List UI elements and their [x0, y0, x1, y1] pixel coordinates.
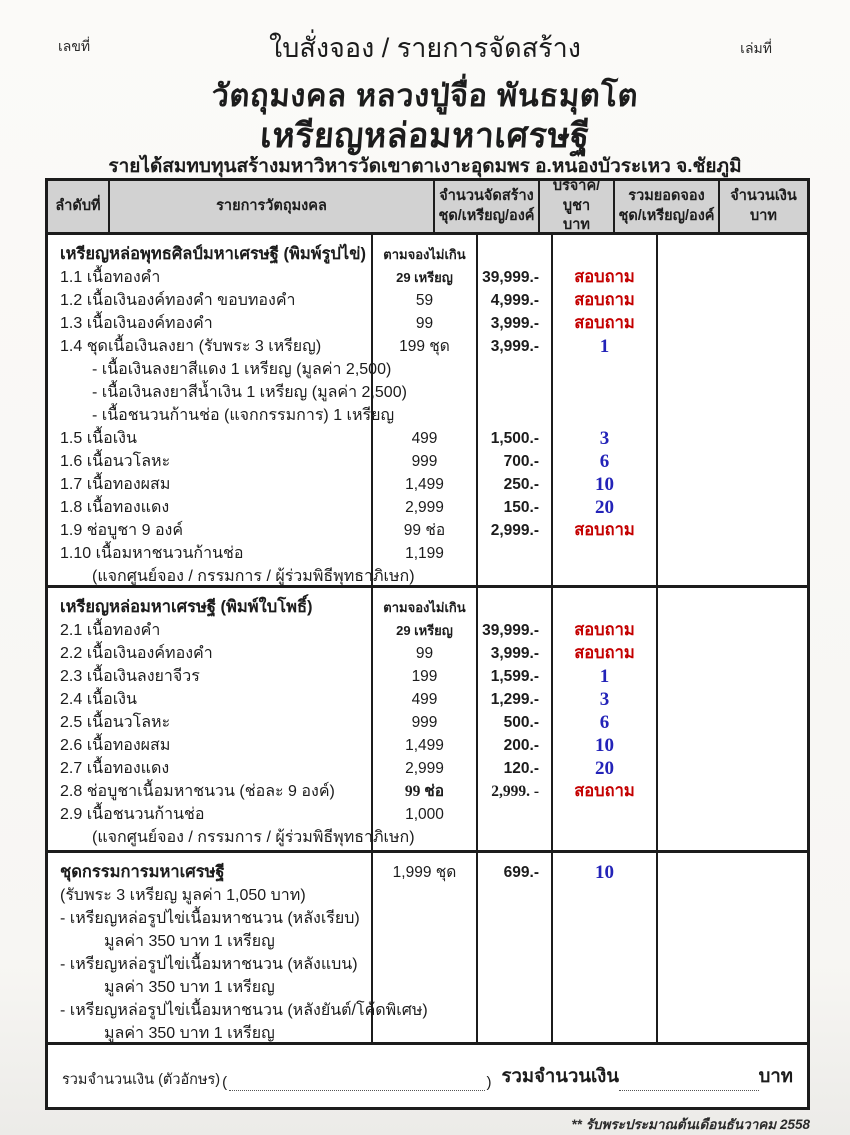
item-label: 2.9 เนื้อชนวนก้านช่อ — [60, 806, 205, 823]
price-value: 3,999.- — [490, 338, 539, 355]
section-price-cell — [478, 588, 553, 850]
price-value: 1,599.- — [490, 668, 539, 685]
item-label: เหรียญหล่อพุทธศิลป์มหาเศรษฐี (พิมพ์รูปไข่) — [60, 245, 366, 263]
price-value: 39,999.- — [482, 622, 539, 639]
booking-total-value: 20 — [595, 497, 614, 518]
item-label: - เนื้อเงินลงยาสีน้ำเงิน 1 เหรียญ (มูลค่า 2,500) — [92, 384, 407, 401]
item-label: - เหรียญหล่อรูปไข่เนื้อมหาชนวน (หลังแบน) — [60, 956, 358, 973]
booking-total-value — [553, 381, 656, 404]
section-qty-cell — [373, 235, 478, 585]
amount-words-field — [229, 1077, 484, 1091]
price-value — [478, 596, 551, 619]
item-label: 1.5 เนื้อเงิน — [60, 430, 137, 447]
item-label: 1.8 เนื้อทองแดง — [60, 499, 170, 516]
booking-total-value — [553, 976, 656, 999]
price-value: 700.- — [503, 453, 539, 470]
main-title-line2: เหรียญหล่อมหาเศรษฐี — [258, 117, 591, 155]
header-qty — [435, 181, 540, 232]
booking-total-value — [553, 596, 656, 619]
price-value — [478, 826, 551, 849]
header-booking — [615, 181, 720, 232]
header-item-label: รายการวัตถุมงคล — [216, 197, 327, 214]
made-qty-value — [373, 930, 476, 953]
made-qty-value — [373, 976, 476, 999]
item-label: 1.7 เนื้อทองผสม — [60, 476, 171, 493]
price-value: 2,999.- — [490, 522, 539, 539]
price-value — [478, 976, 551, 999]
price-value: 200.- — [503, 737, 539, 754]
price-value: 1,500.- — [490, 430, 539, 447]
made-qty-value — [373, 884, 476, 907]
item-label: (รับพระ 3 เหรียญ มูลค่า 1,050 บาท) — [60, 887, 306, 904]
made-qty-value: 499 — [411, 691, 438, 708]
made-qty-value: 1,199 — [405, 545, 444, 562]
price-value — [478, 358, 551, 381]
made-qty-value: 99 ช่อ — [404, 783, 445, 800]
made-qty-value — [373, 358, 476, 381]
made-qty-value: 99 ช่อ — [403, 522, 446, 539]
made-qty-value: 29 เหรียญ — [396, 270, 453, 285]
header-amount-line1: จำนวนเงิน — [730, 187, 797, 204]
item-label: 2.4 เนื้อเงิน — [60, 691, 137, 708]
table-header-row — [48, 178, 807, 235]
item-label: - เหรียญหล่อรูปไข่เนื้อมหาชนวน (หลังเรียบ) — [60, 910, 360, 927]
item-label: - เนื้อชนวนก้านช่อ (แจกกรรมการ) 1 เหรียญ — [92, 407, 395, 424]
item-label: 1.2 เนื้อเงินองค์ทองคำ ขอบทองคำ — [60, 292, 296, 309]
made-qty-value: 1,499 — [405, 737, 444, 754]
made-qty-value — [373, 1022, 476, 1045]
amount-words-label: รวมจำนวนเงิน (ตัวอักษร) — [62, 1072, 221, 1088]
open-paren: ( — [222, 1074, 228, 1091]
item-label: 2.7 เนื้อทองแดง — [60, 760, 170, 777]
booking-total-value: 20 — [595, 758, 614, 779]
totals-footer-row — [48, 1045, 807, 1107]
made-qty-value: 199 ชุด — [399, 338, 450, 355]
section-amount-cell — [658, 853, 807, 1042]
booking-total-value — [553, 1022, 656, 1045]
booking-total-value: 1 — [599, 336, 610, 357]
section-qty-cell — [373, 853, 478, 1042]
booking-total-value: 3 — [599, 428, 610, 449]
booking-total-value — [553, 930, 656, 953]
price-value: 39,999.- — [482, 269, 539, 286]
booking-total-value: สอบถาม — [574, 644, 635, 662]
header-amount-line2: บาท — [750, 207, 777, 224]
made-qty-value — [373, 953, 476, 976]
item-label: (แจกศูนย์จอง / กรรมการ / ผู้ร่วมพิธีพุทธาภิเษก) — [92, 568, 415, 585]
price-value — [478, 243, 551, 266]
price-value: 699.- — [503, 864, 539, 881]
price-value: 3,999.- — [490, 315, 539, 332]
made-qty-value: 99 — [415, 645, 434, 662]
header-price-line1: บริจาค/บูชา — [552, 178, 601, 214]
table-body — [48, 235, 807, 1045]
made-qty-value — [373, 999, 476, 1022]
booking-total-value — [553, 907, 656, 930]
made-qty-value: 199 — [411, 668, 438, 685]
item-label: 2.8 ช่อบูชาเนื้อมหาชนวน (ช่อละ 9 องค์) — [60, 783, 335, 800]
price-value — [478, 930, 551, 953]
booking-total-value: สอบถาม — [574, 621, 635, 639]
booking-total-value: สอบถาม — [574, 521, 635, 539]
item-label: 1.9 ช่อบูชา 9 องค์ — [60, 522, 184, 539]
booking-total-value: สอบถาม — [574, 782, 635, 800]
price-value — [478, 381, 551, 404]
section-booking-cell — [553, 235, 658, 585]
close-paren: ) — [486, 1074, 492, 1091]
header-qty-line1: จำนวนจัดสร้าง — [439, 187, 534, 204]
section-price-cell — [478, 235, 553, 585]
price-value: 250.- — [503, 476, 539, 493]
booking-total-value: 6 — [599, 712, 610, 733]
item-label: 1.6 เนื้อนวโลหะ — [60, 453, 171, 470]
price-value — [478, 1022, 551, 1045]
price-value: 1,299.- — [490, 691, 539, 708]
item-label: ชุดกรรมการมหาเศรษฐี — [60, 863, 225, 881]
header-item — [110, 181, 435, 232]
made-qty-value — [373, 907, 476, 930]
order-table — [45, 178, 810, 1110]
item-label: 2.6 เนื้อทองผสม — [60, 737, 171, 754]
booking-total-value: 10 — [595, 735, 614, 756]
price-value — [478, 907, 551, 930]
made-qty-value — [373, 404, 476, 427]
booking-total-value — [553, 803, 656, 826]
price-value — [478, 565, 551, 588]
booking-total-value: สอบถาม — [574, 268, 635, 286]
header-price — [540, 178, 615, 234]
made-qty-value: 59 — [415, 292, 434, 309]
price-value: 120.- — [503, 760, 539, 777]
doc-number-label: เลขที่ — [58, 38, 91, 54]
made-qty-value: 2,999 — [405, 499, 444, 516]
section-booking-cell — [553, 853, 658, 1042]
made-qty-value: 999 — [411, 714, 438, 731]
item-label: 1.3 เนื้อเงินองค์ทองคำ — [60, 315, 213, 332]
made-qty-value: 1,000 — [405, 806, 444, 823]
price-value: 3,999.- — [490, 645, 539, 662]
booking-total-value — [553, 826, 656, 849]
price-value: 150.- — [503, 499, 539, 516]
booking-total-value — [553, 999, 656, 1022]
item-label: - เหรียญหล่อรูปไข่เนื้อมหาชนวน (หลังยันต์/โค้ดพิเศษ) — [60, 1002, 428, 1019]
made-qty-value: 1,499 — [405, 476, 444, 493]
section-amount-cell — [658, 588, 807, 850]
price-value: 2,999. - — [491, 783, 539, 800]
section-items-cell — [48, 235, 415, 585]
price-value — [478, 953, 551, 976]
totals-footer-inner — [62, 1062, 793, 1091]
booking-total-value: 1 — [599, 666, 610, 687]
price-value — [478, 803, 551, 826]
item-label: 1.4 ชุดเนื้อเงินลงยา (รับพระ 3 เหรียญ) — [60, 338, 322, 355]
item-label: - เนื้อเงินลงยาสีแดง 1 เหรียญ (มูลค่า 2,500) — [92, 361, 392, 378]
made-qty-value: 99 — [415, 315, 434, 332]
section-items-cell — [48, 588, 415, 850]
delivery-footnote: ** รับพระประมาณต้นเดือนธันวาคม 2558 — [571, 1117, 810, 1132]
made-qty-value — [373, 826, 476, 849]
baht-label: บาท — [758, 1065, 793, 1086]
booking-total-value: 10 — [595, 474, 614, 495]
table-section — [48, 853, 807, 1045]
header-booking-line2: ชุด/เหรียญ/องค์ — [618, 207, 715, 224]
booking-total-value: สอบถาม — [574, 314, 635, 332]
booking-total-value — [553, 565, 656, 588]
header-amount — [720, 181, 807, 232]
booking-total-value: สอบถาม — [574, 291, 635, 309]
made-qty-value: ตามจองไม่เกิน — [383, 600, 466, 615]
item-label: 2.3 เนื้อเงินลงยาจีวร — [60, 668, 200, 685]
item-label: มูลค่า 350 บาท 1 เหรียญ — [104, 979, 275, 996]
booking-total-value: 3 — [599, 689, 610, 710]
price-value — [478, 404, 551, 427]
section-amount-cell — [658, 235, 807, 585]
total-amount-field — [619, 1077, 759, 1091]
price-value — [478, 884, 551, 907]
booking-total-value — [553, 243, 656, 266]
header-index-label: ลำดับที่ — [55, 197, 101, 214]
subtitle: รายได้สมทบทุนสร้างมหาวิหารวัดเขาตาเงาะอุดมพร อ.หนองบัวระเหว จ.ชัยภูมิ — [108, 156, 742, 177]
booking-total-value — [553, 542, 656, 565]
item-label: เหรียญหล่อมหาเศรษฐี (พิมพ์ใบโพธิ์) — [60, 598, 313, 616]
price-value — [478, 999, 551, 1022]
booking-total-value — [553, 404, 656, 427]
made-qty-value: 499 — [411, 430, 438, 447]
header-index — [48, 181, 110, 232]
table-section — [48, 235, 807, 588]
item-label: 2.5 เนื้อนวโลหะ — [60, 714, 171, 731]
total-amount-label: รวมจำนวนเงิน — [501, 1065, 619, 1086]
made-qty-value — [373, 381, 476, 404]
booking-total-value — [553, 884, 656, 907]
made-qty-value: 1,999 ชุด — [392, 864, 457, 881]
booking-total-value: 6 — [599, 451, 610, 472]
item-label: (แจกศูนย์จอง / กรรมการ / ผู้ร่วมพิธีพุทธาภิเษก) — [92, 829, 415, 846]
item-label: มูลค่า 350 บาท 1 เหรียญ — [104, 933, 275, 950]
section-booking-cell — [553, 588, 658, 850]
book-number-label: เล่มที่ — [740, 40, 772, 56]
made-qty-value: 2,999 — [405, 760, 444, 777]
price-value: 500.- — [503, 714, 539, 731]
item-label: มูลค่า 350 บาท 1 เหรียญ — [104, 1025, 275, 1042]
section-qty-cell — [373, 588, 478, 850]
item-label: 2.1 เนื้อทองคำ — [60, 622, 161, 639]
price-value — [478, 542, 551, 565]
header-qty-line2: ชุด/เหรียญ/องค์ — [438, 207, 535, 224]
booking-total-value: 10 — [595, 862, 614, 883]
header-booking-line1: รวมยอดจอง — [628, 187, 705, 204]
main-title-line1: วัตถุมงคล หลวงปู่จื่อ พันธมุตโต — [210, 78, 640, 113]
price-value: 4,999.- — [490, 292, 539, 309]
made-qty-value: ตามจองไม่เกิน — [383, 247, 466, 262]
booking-total-value — [553, 358, 656, 381]
item-label: 2.2 เนื้อเงินองค์ทองคำ — [60, 645, 213, 662]
section-price-cell — [478, 853, 553, 1042]
item-label: 1.1 เนื้อทองคำ — [60, 269, 161, 286]
table-section — [48, 588, 807, 853]
form-title: ใบสั่งจอง / รายการจัดสร้าง — [269, 33, 581, 63]
made-qty-value: 29 เหรียญ — [396, 623, 453, 638]
made-qty-value: 999 — [411, 453, 438, 470]
booking-total-value — [553, 953, 656, 976]
header-price-line2: บาท — [563, 217, 590, 234]
made-qty-value — [373, 565, 476, 588]
item-label: 1.10 เนื้อมหาชนวนก้านช่อ — [60, 545, 244, 562]
